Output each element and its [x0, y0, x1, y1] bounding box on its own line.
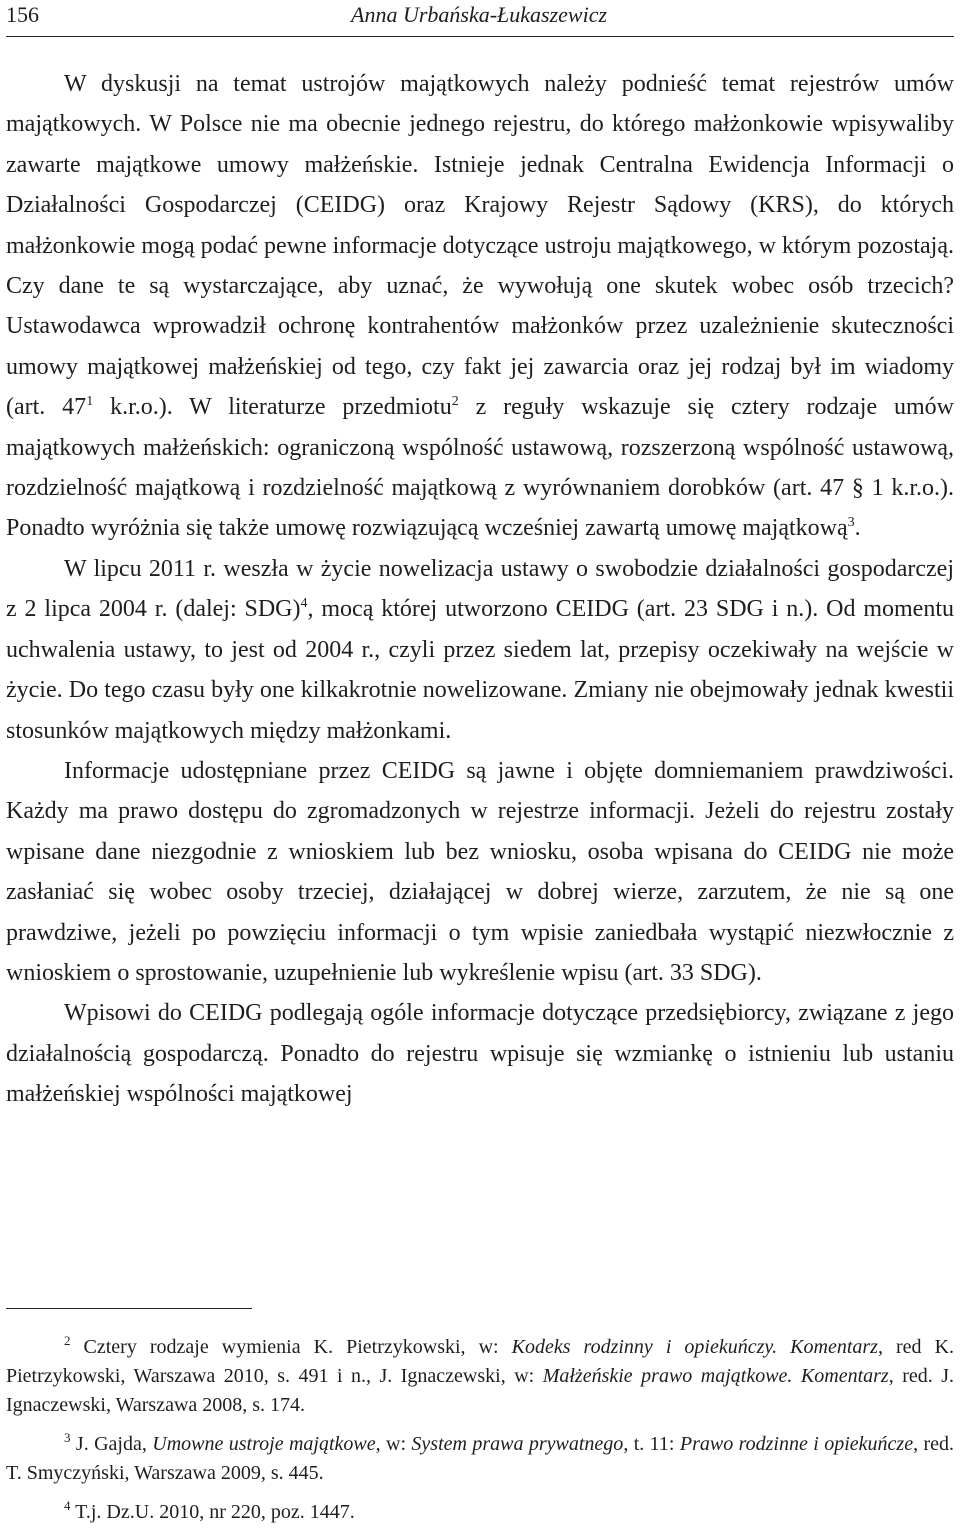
footnote-3-text-c: , t. 11:	[623, 1433, 680, 1455]
footnote-ref-2: 2	[451, 394, 459, 410]
running-header	[6, 0, 954, 37]
footnote-3	[6, 1430, 954, 1488]
main-text	[6, 64, 954, 1115]
footnote-2-title-a: Kodeks rodzinny i opiekuńczy. Komentarz	[511, 1336, 878, 1358]
footnote-3-text-a: J. Gajda,	[75, 1433, 153, 1455]
paragraph-1-text-b: k.r.o.). W literaturze przedmiotu	[93, 394, 452, 421]
footnote-2	[6, 1333, 954, 1420]
footnote-number: 4	[64, 1498, 71, 1513]
footnote-number: 3	[64, 1430, 71, 1445]
paragraph-1-text-c: z reguły wskazuje się cztery rodzaje umów majątkowych małżeńskich: ograniczoną wspólność ustawową, rozszerzoną wspólność ustawową, rozdzielność majątkową i rozdzielność majątkową z wyrównaniem dorobków (art. 47 § 1 k.r.o.). Ponadto wyróżnia się także umowę rozwiązującą wcześniej zawartą umowę majątkową	[6, 394, 955, 542]
page-number: 156	[6, 2, 39, 27]
footnote-2-title-b: Małżeńskie prawo majątkowe. Komentarz	[542, 1365, 889, 1387]
footnote-separator	[6, 1308, 252, 1309]
footnote-3-title-b: System prawa prywatnego	[411, 1433, 624, 1455]
footnote-3-title-c: Prawo rodzinne i opiekuńcze	[679, 1433, 914, 1455]
superscript-1: 1	[86, 394, 94, 410]
footnote-number: 2	[64, 1333, 71, 1348]
footnote-2-text-a: Cztery rodzaje wymienia K. Pietrzykowski, w:	[83, 1336, 512, 1358]
paragraph-2-text-b: , mocą której utworzono CEIDG (art. 23 SDG i n.). Od momentu uchwalenia ustawy, to jest od 2004 r., czyli przez siedem lat, przepisy oczekiwały na wejście w życie. Do tego czasu były one kilkakrotnie nowelizowane. Zmiany nie obejmowały jednak kwestii stosunków majątkowych między małżonkami.	[6, 596, 955, 744]
paragraph-1	[6, 64, 954, 549]
footnote-2-text-b: , red K. Pietrzykowski, Warszawa 2010, s. 491 i n., J. Ignaczewski, w:	[6, 1336, 955, 1387]
footnote-2-text-c: , red. J. Ignaczewski, Warszawa 2008, s. 174.	[6, 1365, 954, 1416]
footnote-4	[6, 1498, 954, 1527]
footnote-ref-3: 3	[847, 515, 855, 531]
footnote-3-text-d: , red. T. Smyczyński, Warszawa 2009, s. 445.	[6, 1433, 955, 1484]
footnotes	[6, 1333, 954, 1537]
running-head-author: Anna Urbańska-Łukaszewicz	[351, 2, 608, 27]
paragraph-4: Wpisowi do CEIDG podlegają ogóle informacje dotyczące przedsiębiorcy, związane z jego działalnością gospodarczą. Ponadto do rejestru wpisuje się wzmiankę o istnieniu lub ustaniu małżeńskiej wspólności majątkowej	[6, 1000, 954, 1108]
paragraph-2	[6, 549, 954, 751]
footnote-4-text: T.j. Dz.U. 2010, nr 220, poz. 1447.	[75, 1501, 355, 1523]
footnote-3-text-b: , w:	[375, 1433, 412, 1455]
footnote-3-title-a: Umowne ustroje majątkowe	[152, 1433, 376, 1455]
paragraph-1-text-a: W dyskusji na temat ustrojów majątkowych należy podnieść temat rejestrów umów majątkowych. W Polsce nie ma obecnie jednego rejestru, do którego małżonkowie wpisywaliby zawarte majątkowe umowy małżeńskie. Istnieje jednak Centralna Ewidencja Informacji o Działalności Gospodarczej (CEIDG) oraz Krajowy Rejestr Sądowy (KRS), do których małżonkowie mogą podać pewne informacje dotyczące ustroju majątkowego, w którym pozostają. Czy dane te są wystarczające, aby uznać, że wywołują one skutek wobec osób trzecich? Ustawodawca wprowadził ochronę kontrahentów małżonków przez uzależnienie skuteczności umowy majątkowej małżeńskiej od tego, czy fakt jej zawarcia oraz jej rodzaj był im wiadomy (art. 47	[6, 71, 954, 421]
paragraph-3: Informacje udostępniane przez CEIDG są jawne i objęte domniemaniem prawdziwości. Każdy ma prawo dostępu do zgromadzonych w rejestrze informacji. Jeżeli do rejestru zostały wpisane dane niezgodnie z wnioskiem lub bez wniosku, osoba wpisana do CEIDG nie może zasłaniać się wobec osoby trzeciej, działającej w dobrej wierze, zarzutem, że nie są one prawdziwe, jeżeli po powzięciu informacji o tym wpisie zaniedbała wystąpić niezwłocznie z wnioskiem o sprostowanie, uzupełnienie lub wykreślenie wpisu (art. 33 SDG).	[6, 757, 954, 986]
paragraph-2-text-a: W lipcu 2011 r. weszła w życie nowelizacja ustawy o swobodzie działalności gospodarczej z 2 lipca 2004 r. (dalej: SDG)	[6, 555, 954, 623]
footnote-ref-4: 4	[300, 596, 308, 612]
paragraph-1-text-d: .	[854, 515, 861, 542]
